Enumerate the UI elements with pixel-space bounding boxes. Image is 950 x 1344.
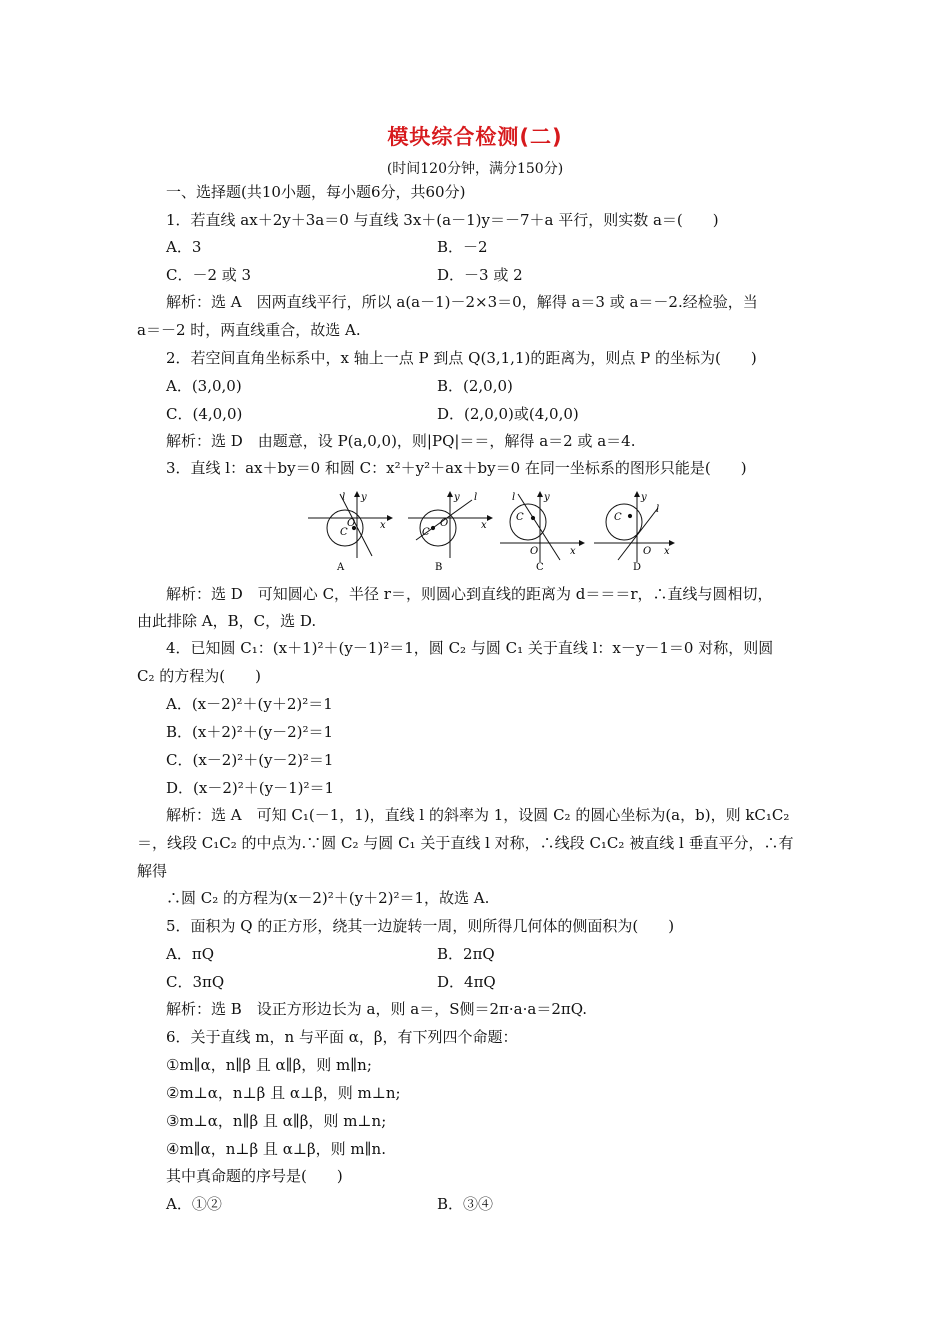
q5-option-d: D．4πQ: [437, 973, 496, 991]
figure-d-caption: D: [633, 562, 642, 572]
figure-a-y-label: y: [361, 492, 367, 503]
figure-c-caption: C: [536, 562, 544, 572]
q5-option-b: B．2πQ: [437, 945, 495, 963]
q5-option-a: A．πQ: [166, 945, 214, 963]
q3-stem: 3．直线 l：ax＋by＝0 和圆 C：x²＋y²＋ax＋by＝0 在同一坐标系的图形只能是( ): [166, 459, 747, 477]
q4-option-d: D．(x－2)²＋(y－1)²＝1: [166, 779, 335, 797]
figure-d-x-label: x: [664, 546, 670, 557]
q6-proposition-3: ③m⊥α，n∥β 且 α∥β，则 m⊥n;: [166, 1112, 387, 1130]
q6-option-a: A．①②: [166, 1195, 222, 1213]
figure-c-y-label: y: [544, 492, 550, 503]
figure-b: [408, 492, 492, 558]
section-heading: 一、选择题(共10小题，每小题6分，共60分): [166, 183, 466, 201]
q2-solution: 解析：选 D 由题意，设 P(a,0,0)，则|PQ|＝＝，解得 a＝2 或 a＝4.: [166, 432, 636, 450]
q6-stem: 6．关于直线 m，n 与平面 α，β，有下列四个命题：: [166, 1028, 518, 1046]
q4-solution-line4: ∴圆 C₂ 的方程为(x－2)²＋(y＋2)²＝1，故选 A.: [166, 889, 490, 907]
page-title: 模块综合检测(二): [387, 125, 563, 149]
q4-solution-line3: 解得: [137, 862, 168, 880]
figure-a-o-label: O: [347, 518, 356, 529]
q2-option-a: A．(3,0,0): [166, 377, 242, 395]
page-subtitle: (时间120分钟，满分150分): [386, 161, 564, 177]
figure-a-l-label: l: [342, 492, 346, 503]
q5-option-c: C．3πQ: [166, 973, 225, 991]
q1-solution-line2: a＝－2 时，两直线重合，故选 A.: [137, 321, 361, 339]
q3-figures: [300, 488, 680, 572]
q1-option-a: A．3: [166, 238, 202, 256]
figure-b-x-label: x: [481, 520, 487, 531]
figure-c-o-label: O: [530, 546, 539, 557]
q6-proposition-2: ②m⊥α，n⊥β 且 α⊥β，则 m⊥n;: [166, 1084, 401, 1102]
q1-stem: 1．若直线 ax＋2y＋3a＝0 与直线 3x＋(a－1)y＝－7＋a 平行，则实数 a＝( ): [166, 211, 719, 229]
q6-proposition-1: ①m∥α，n∥β 且 α∥β，则 m∥n;: [166, 1056, 372, 1074]
q4-option-c: C．(x－2)²＋(y－2)²＝1: [166, 751, 334, 769]
q6-option-b: B．③④: [437, 1195, 494, 1213]
figure-b-o-label: O: [440, 518, 449, 529]
figure-a-caption: A: [337, 562, 345, 572]
q4-option-a: A．(x－2)²＋(y＋2)²＝1: [166, 695, 333, 713]
figure-d-l-label: l: [656, 504, 660, 515]
figure-c-c-label: C: [516, 512, 524, 523]
q2-option-d: D．(2,0,0)或(4,0,0): [437, 405, 579, 423]
q6-question: 其中真命题的序号是( ): [166, 1167, 343, 1185]
q4-stem-line1: 4．已知圆 C₁：(x＋1)²＋(y－1)²＝1，圆 C₂ 与圆 C₁ 关于直线 l：x－y－1＝0 对称，则圆: [166, 639, 774, 657]
q1-option-b: B．－2: [437, 238, 488, 256]
q1-option-d: D．－3 或 2: [437, 266, 523, 284]
q2-option-b: B．(2,0,0): [437, 377, 513, 395]
q4-stem-line2: C₂ 的方程为( ): [137, 667, 261, 685]
q2-option-c: C．(4,0,0): [166, 405, 243, 423]
figure-b-y-label: y: [454, 492, 460, 503]
figure-c-x-label: x: [570, 546, 576, 557]
q4-option-b: B．(x＋2)²＋(y－2)²＝1: [166, 723, 334, 741]
q1-option-c: C．－2 或 3: [166, 266, 252, 284]
figure-b-l-label: l: [474, 492, 478, 503]
q4-solution-line1: 解析：选 A 可知 C₁(－1，1)，直线 l 的斜率为 1，设圆 C₂ 的圆心坐标为(a，b)，则 kC₁C₂: [166, 806, 790, 824]
q5-stem: 5．面积为 Q 的正方形，绕其一边旋转一周，则所得几何体的侧面积为( ): [166, 917, 675, 935]
figure-d: [594, 492, 674, 562]
q3-solution-line1: 解析：选 D 可知圆心 C，半径 r＝，则圆心到直线的距离为 d＝＝＝r，∴直线与圆相切，: [166, 585, 773, 603]
figure-c-l-label: l: [512, 492, 516, 503]
q4-solution-line2: ＝，线段 C₁C₂ 的中点为.∵圆 C₂ 与圆 C₁ 关于直线 l 对称，∴线段 C₁C₂ 被直线 l 垂直平分，∴有: [137, 834, 794, 852]
q6-proposition-4: ④m∥α，n⊥β 且 α⊥β，则 m∥n.: [166, 1140, 386, 1158]
q5-solution: 解析：选 B 设正方形边长为 a，则 a＝，S侧＝2π·a·a＝2πQ.: [166, 1000, 588, 1018]
q3-solution-line2: 由此排除 A，B，C，选 D.: [137, 612, 317, 630]
q1-solution-line1: 解析：选 A 因两直线平行，所以 a(a－1)－2×3＝0，解得 a＝3 或 a＝－2.经检验，当: [166, 293, 758, 311]
q2-stem: 2．若空间直角坐标系中，x 轴上一点 P 到点 Q(3,1,1)的距离为，则点 P 的坐标为( ): [166, 349, 757, 367]
q3-figures-svg: [300, 488, 680, 572]
figure-d-o-label: O: [643, 546, 652, 557]
figure-b-caption: B: [435, 562, 443, 572]
figure-a-x-label: x: [380, 520, 386, 531]
figure-b-c-label: C: [422, 527, 430, 538]
figure-a-c-label: C: [340, 527, 348, 538]
figure-d-c-label: C: [614, 512, 622, 523]
figure-d-y-label: y: [641, 492, 647, 503]
